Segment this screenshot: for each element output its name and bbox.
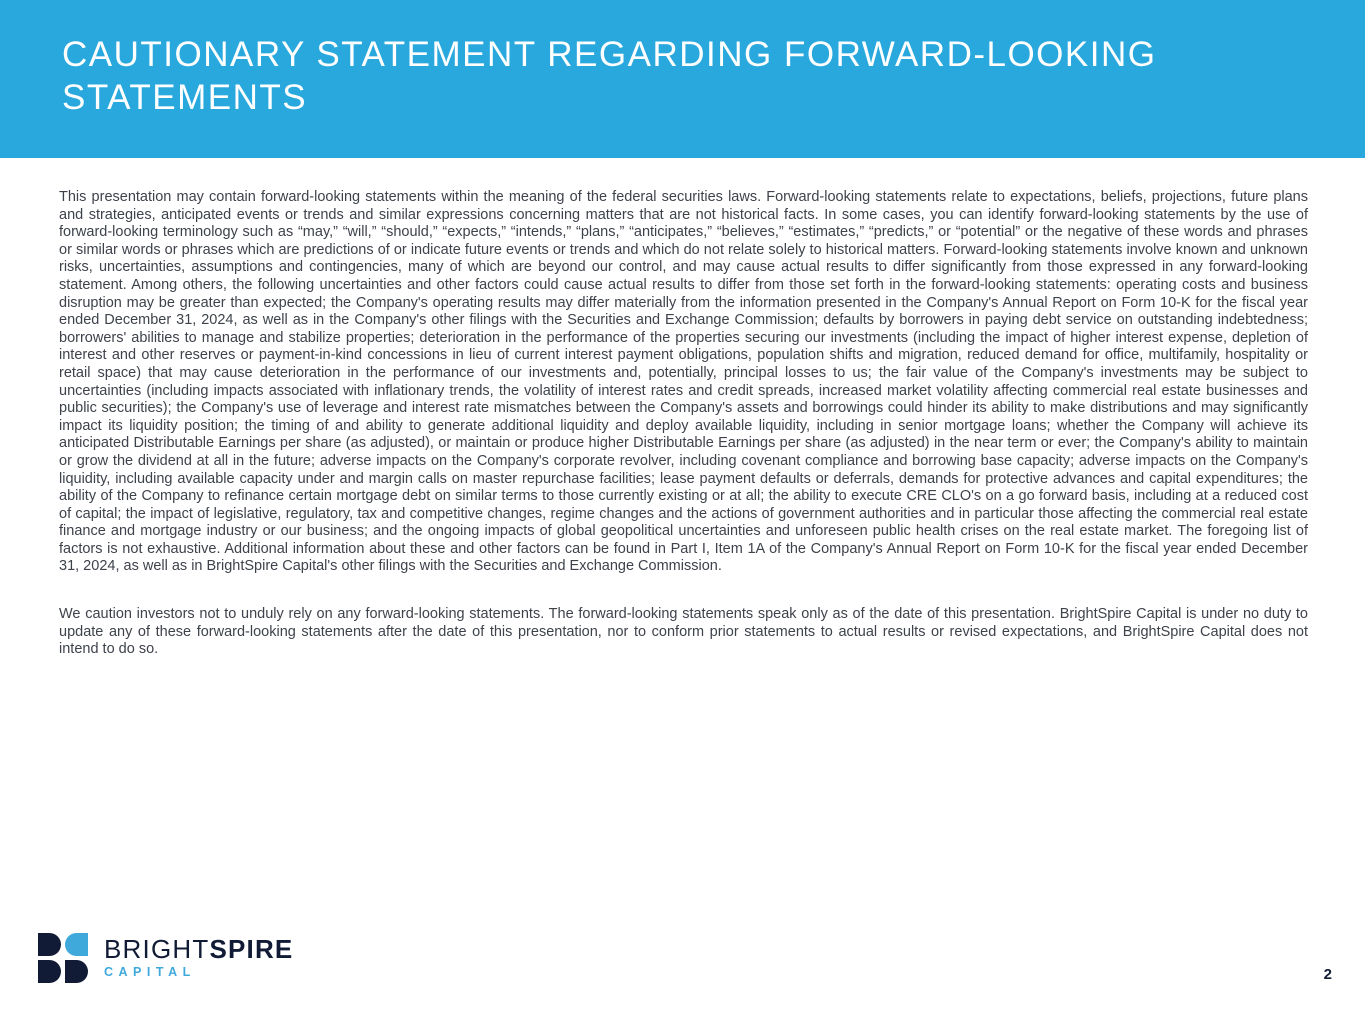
disclaimer-text-block bbox=[59, 189, 1308, 659]
logo-wordmark bbox=[104, 936, 293, 962]
logo-mark-top-right bbox=[65, 933, 88, 956]
logo-mark-top-left bbox=[38, 933, 61, 956]
logo-wordmark-bright: BRIGHT bbox=[104, 934, 210, 964]
page-title bbox=[62, 33, 1156, 119]
disclaimer-paragraph-2: We caution investors not to unduly rely on any forward-looking statements. The forward-looking statements speak only as of the date of this presentation. BrightSpire Capital is under no duty to update any of these forward-looking statements after the date of this presentation, nor to conform prior statements to actual results or revised expectations, and BrightSpire Capital does not intend to do so. bbox=[59, 606, 1308, 658]
page-title-line-2: STATEMENTS bbox=[62, 78, 308, 117]
logo-wordmark-spire: SPIRE bbox=[209, 934, 294, 964]
page-title-line-1: CAUTIONARY STATEMENT REGARDING FORWARD-LOOKING bbox=[62, 35, 1157, 74]
logo-subtitle-capital: CAPITAL bbox=[104, 965, 196, 979]
logo-text bbox=[104, 933, 293, 979]
header-banner bbox=[0, 0, 1365, 158]
brightspire-logo bbox=[38, 933, 293, 983]
logo-mark-bottom-left bbox=[38, 960, 61, 983]
logo-mark-bottom-right bbox=[65, 960, 88, 983]
brightspire-logo-icon bbox=[38, 933, 88, 983]
disclaimer-paragraph-1: This presentation may contain forward-looking statements within the meaning of the federal securities laws. Forward-looking statements relate to expectations, beliefs, projections, future plans and strategies, anticipated events or trends and similar expressions concerning matters that are not historical facts. In some cases, you can identify forward-looking statements by the use of forward-looking terminology such as “may,” “will,” “should,” “expects,” “intends,” “plans,” “anticipates,” “believes,” “estimates,” “predicts,” or “potential” or the negative of these words and phrases or similar words or phrases which are predictions of or indicate future events or trends and which do not relate solely to historical matters. Forward-looking statements involve known and unknown risks, uncertainties, assumptions and contingencies, many of which are beyond our control, and may cause actual results to differ significantly from those expressed in any forward-looking statement. Among others, the following uncertainties and other factors could cause actual results to differ from those set forth in the forward-looking statements: operating costs and business disruption may be greater than expected; the Company's operating results may differ materially from the information presented in the Company's Annual Report on Form 10-K for the fiscal year ended December 31, 2024, as well as in the Company's other filings with the Securities and Exchange Commission; defaults by borrowers in paying debt service on outstanding indebtedness; borrowers' abilities to manage and stabilize properties; deterioration in the performance of the properties securing our investments (including the impact of higher interest expense, depletion of interest and other reserves or payment-in-kind concessions in lieu of current interest payment obligations, population shifts and migration, reduced demand for office, multifamily, hospitality or retail space) that may cause deterioration in the performance of our investments and, potentially, principal losses to us; the fair value of the Company's investments may be subject to uncertainties (including impacts associated with inflationary trends, the volatility of interest rates and credit spreads, increased market volatility affecting commercial real estate businesses and public securities); the Company's use of leverage and interest rate mismatches between the Company's assets and borrowings could hinder its ability to make distributions and may significantly impact its liquidity position; the timing of and ability to generate additional liquidity and deploy available liquidity, including in senior mortgage loans; whether the Company will achieve its anticipated Distributable Earnings per share (as adjusted), or maintain or produce higher Distributable Earnings per share (as adjusted) in the near term or ever; the Company's ability to maintain or grow the dividend at all in the future; adverse impacts on the Company's corporate revolver, including covenant compliance and borrowing base capacity; adverse impacts on the Company's liquidity, including available capacity under and margin calls on master repurchase facilities; lease payment defaults or deferrals, demands for protective advances and capital expenditures; the ability of the Company to refinance certain mortgage debt on similar terms to those currently existing or at all; the ability to execute CRE CLO's on a go forward basis, including at a reduced cost of capital; the impact of legislative, regulatory, tax and competitive changes, regime changes and the actions of government authorities and in particular those affecting the commercial real estate finance and mortgage industry or our business; and the ongoing impacts of global geopolitical uncertainties and unforeseen public health crises on the real estate market. The foregoing list of factors is not exhaustive. Additional information about these and other factors can be found in Part I, Item 1A of the Company's Annual Report on Form 10-K for the fiscal year ended December 31, 2024, as well as in BrightSpire Capital's other filings with the Securities and Exchange Commission. bbox=[59, 189, 1308, 575]
page-number: 2 bbox=[1323, 966, 1332, 983]
